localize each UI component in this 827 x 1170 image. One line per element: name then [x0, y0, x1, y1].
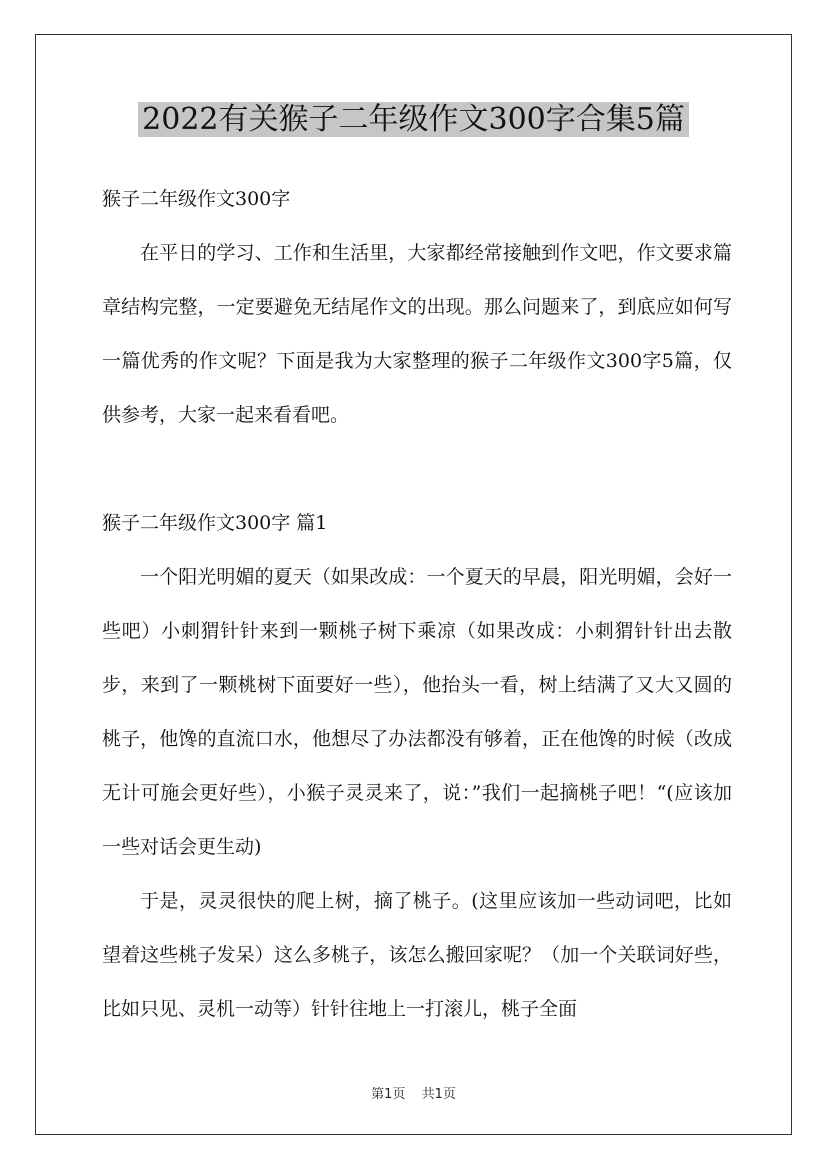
page-total: 共1页: [421, 1087, 456, 1102]
section-spacer: [102, 442, 732, 496]
document-body: [102, 172, 732, 1036]
essay-paragraph-1: 一个阳光明媚的夏天（如果改成：一个夏天的早晨，阳光明媚，会好一些吧）小刺猬针针来到一颗桃子树下乘凉（如果改成：小刺猬针针出去散步，来到了一颗桃树下面要好一些），他抬头一看，树上结满了又大又圆的桃子，他馋的直流口水，他想尽了办法都没有够着，正在他馋的时候（改成无计可施会更好些），小猴子灵灵来了，说：”我们一起摘桃子吧！“(应该加一些对话会更生动): [102, 566, 732, 858]
essay-paragraph-2: 于是，灵灵很快的爬上树，摘了桃子。(这里应该加一些动词吧，比如望着这些桃子发呆）这么多桃子，该怎么搬回家呢？（加一个关联词好些，比如只见、灵机一动等）针针往地上一打滚儿，桃子全面: [102, 890, 732, 1020]
document-title-text: 2022有关猴子二年级作文300字合集5篇: [138, 102, 689, 137]
document-title: [0, 100, 827, 140]
page-number: 第1页: [371, 1087, 406, 1102]
section-heading-intro: 猴子二年级作文300字: [102, 188, 291, 210]
section-heading-essay-1: 猴子二年级作文300字 篇1: [102, 512, 328, 534]
intro-paragraph: 在平日的学习、工作和生活里，大家都经常接触到作文吧，作文要求篇章结构完整，一定要避免无结尾作文的出现。那么问题来了，到底应如何写一篇优秀的作文呢？下面是我为大家整理的猴子二年级作文300字5篇，仅供参考，大家一起来看看吧。: [102, 242, 732, 426]
page-footer: [0, 1083, 827, 1102]
